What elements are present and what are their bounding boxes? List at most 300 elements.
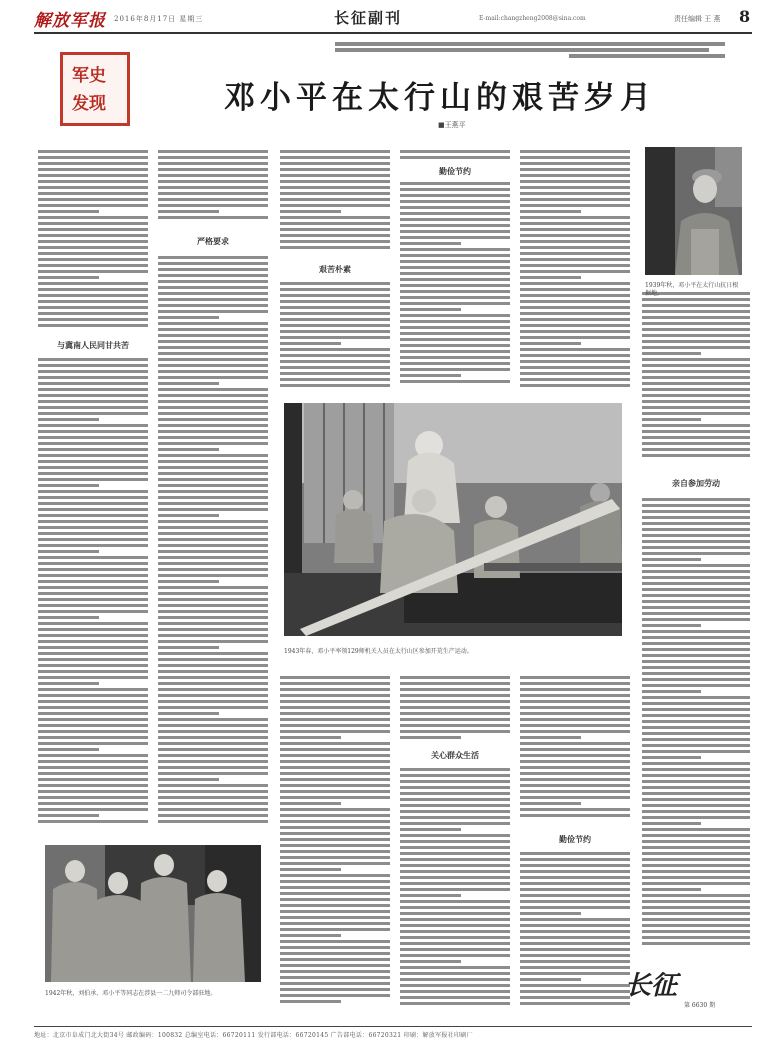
text-line [280, 952, 390, 955]
text-line [158, 730, 268, 733]
text-line [158, 772, 268, 775]
section-title: 长征副刊 [334, 9, 403, 27]
text-line [38, 796, 148, 799]
text-line [520, 912, 581, 915]
text-line [38, 382, 148, 385]
text-line [38, 294, 148, 297]
text-line [280, 970, 390, 973]
group-photo-caption [45, 990, 261, 998]
text-line [280, 198, 390, 201]
text-line [38, 324, 148, 327]
text-line [158, 646, 219, 649]
text-line [642, 424, 750, 427]
text-line [520, 790, 630, 793]
portrait-photo [645, 147, 742, 275]
text-line [520, 276, 581, 279]
text-line [520, 984, 630, 987]
text-line [642, 334, 750, 337]
text-column-3a [280, 150, 390, 256]
text-line [520, 748, 630, 751]
text-line [38, 454, 148, 457]
text-line [158, 814, 268, 817]
text-line [38, 586, 148, 589]
text-line [400, 792, 510, 795]
text-line [158, 604, 268, 607]
subhead-1: 与冀南人民同甘共苦 [57, 340, 129, 350]
text-line [158, 262, 268, 265]
text-line [280, 946, 390, 949]
text-line [158, 328, 268, 331]
text-line [158, 652, 268, 655]
text-line [280, 366, 390, 369]
text-line [642, 352, 701, 355]
text-line [38, 198, 148, 201]
text-line [520, 754, 630, 757]
text-line [520, 772, 630, 775]
center-photo-caption [284, 648, 622, 656]
text-line [520, 924, 630, 927]
text-line [280, 1000, 341, 1003]
text-line [38, 300, 148, 303]
text-line [280, 246, 390, 249]
text-line [642, 774, 750, 777]
text-line [38, 754, 148, 757]
text-line [400, 332, 510, 335]
text-line [520, 706, 630, 709]
text-line [520, 894, 630, 897]
text-line [642, 942, 750, 945]
text-line [400, 888, 510, 891]
text-line [520, 216, 630, 219]
text-line [280, 838, 390, 841]
text-line [158, 406, 268, 409]
text-line [520, 900, 630, 903]
text-line [520, 186, 630, 189]
text-line [642, 600, 750, 603]
text-line [158, 400, 268, 403]
text-line [642, 564, 750, 567]
column-seal [60, 52, 130, 126]
text-line [400, 374, 461, 377]
text-line [400, 718, 510, 721]
text-line [38, 508, 148, 511]
text-line [520, 930, 630, 933]
text-column-3b [280, 282, 390, 390]
text-line [520, 682, 630, 685]
text-line [520, 954, 630, 957]
text-line [38, 162, 148, 165]
text-line [642, 516, 750, 519]
text-line [400, 936, 510, 939]
text-line [280, 282, 390, 285]
text-line [158, 388, 268, 391]
text-line [158, 174, 268, 177]
text-line [280, 826, 390, 829]
text-line [520, 174, 630, 177]
text-line [520, 258, 630, 261]
portrait-caption [645, 282, 742, 298]
text-line [158, 628, 268, 631]
text-line [38, 270, 148, 273]
editor-note [335, 42, 725, 60]
text-line [280, 384, 390, 387]
text-line [38, 766, 148, 769]
text-line [38, 204, 148, 207]
text-line [642, 804, 750, 807]
text-line [520, 882, 630, 885]
text-line [158, 634, 268, 637]
text-line [280, 922, 390, 925]
text-line [520, 694, 630, 697]
text-line [400, 822, 510, 825]
text-line [520, 688, 630, 691]
text-line [38, 790, 148, 793]
text-line [280, 724, 390, 727]
text-line [38, 430, 148, 433]
text-line [280, 676, 390, 679]
text-line [642, 888, 701, 891]
text-column-6a [642, 292, 750, 462]
text-line [642, 370, 750, 373]
signature-note: 第 6630 期 [684, 1002, 716, 1009]
text-line [280, 814, 390, 817]
text-line [642, 588, 750, 591]
text-line [520, 378, 630, 381]
text-line [38, 192, 148, 195]
text-line [38, 400, 148, 403]
text-line [400, 864, 510, 867]
text-line [280, 180, 390, 183]
text-line [400, 846, 510, 849]
text-line [642, 768, 750, 771]
text-line [280, 324, 390, 327]
text-line [642, 388, 750, 391]
subhead-4: 勤俭节约 [439, 166, 471, 176]
text-line [158, 286, 268, 289]
text-line [158, 562, 268, 565]
text-line [38, 264, 148, 267]
text-line [38, 592, 148, 595]
text-line [400, 700, 510, 703]
text-line [642, 726, 750, 729]
text-line [158, 484, 268, 487]
text-line [642, 322, 750, 325]
text-line [642, 816, 750, 819]
text-line [642, 786, 750, 789]
text-line [280, 342, 341, 345]
text-line [400, 368, 510, 371]
text-line [280, 862, 390, 865]
text-line [642, 498, 750, 501]
text-line [158, 334, 268, 337]
text-line [520, 942, 630, 945]
text-line [38, 496, 148, 499]
text-line [38, 598, 148, 601]
text-line [642, 534, 750, 537]
text-line [520, 852, 630, 855]
text-line [38, 210, 99, 213]
text-line [158, 490, 268, 493]
text-line [280, 372, 390, 375]
text-line [280, 958, 390, 961]
text-line [158, 808, 268, 811]
text-line [158, 766, 268, 769]
text-line [158, 210, 219, 213]
text-line [280, 964, 390, 967]
text-line [642, 310, 750, 313]
text-line [520, 210, 581, 213]
text-line [642, 930, 750, 933]
text-line [38, 424, 148, 427]
text-line [520, 784, 630, 787]
text-line [642, 504, 750, 507]
text-line [280, 772, 390, 775]
text-line [642, 828, 750, 831]
text-line [158, 412, 268, 415]
text-column-1b [38, 358, 148, 828]
text-line [280, 706, 390, 709]
text-line [642, 936, 750, 939]
text-line [642, 714, 750, 717]
text-line [400, 302, 510, 305]
text-column-4b [400, 182, 510, 390]
text-line [280, 874, 390, 877]
text-line [38, 550, 99, 553]
text-line [280, 928, 390, 931]
text-line [520, 360, 630, 363]
text-line [642, 780, 750, 783]
text-line [642, 406, 750, 409]
text-line [38, 358, 148, 361]
text-line [642, 358, 750, 361]
text-line [400, 810, 510, 813]
text-line [520, 246, 630, 249]
text-line [38, 646, 148, 649]
text-line [520, 972, 630, 975]
text-line [158, 268, 268, 271]
text-line [400, 188, 510, 191]
text-line [400, 966, 510, 969]
text-line [280, 892, 390, 895]
text-line [520, 712, 630, 715]
text-line [158, 820, 268, 823]
text-line [280, 210, 341, 213]
seal-line-2: 发现 [72, 94, 106, 114]
text-line [38, 234, 148, 237]
text-line [400, 182, 510, 185]
text-line [38, 388, 148, 391]
text-line [38, 724, 148, 727]
group-caption-text: 1942年秋，刘伯承、邓小平等同志在涉县一二九师司令部驻地。 [45, 990, 217, 997]
text-column-4d [400, 768, 510, 1010]
issue-date: 2016年8月17日 星期三 [114, 15, 204, 23]
text-line [280, 378, 390, 381]
text-line [280, 910, 390, 913]
text-line [38, 532, 148, 535]
text-line [400, 894, 461, 897]
text-line [520, 270, 630, 273]
text-line [520, 162, 630, 165]
text-line [158, 748, 268, 751]
text-line [520, 252, 630, 255]
text-line [520, 198, 630, 201]
text-line [38, 610, 148, 613]
text-line [280, 336, 390, 339]
text-line [642, 552, 750, 555]
text-line [642, 738, 750, 741]
text-line [158, 610, 268, 613]
text-line [158, 640, 268, 643]
text-line [400, 206, 510, 209]
text-line [38, 246, 148, 249]
text-line [280, 880, 390, 883]
text-line [280, 850, 390, 853]
text-line [520, 996, 630, 999]
text-line [520, 222, 630, 225]
text-line [642, 528, 750, 531]
text-line [158, 180, 268, 183]
text-line [642, 298, 750, 301]
text-line [280, 784, 390, 787]
text-line [158, 168, 268, 171]
text-line [158, 340, 268, 343]
text-line [400, 786, 510, 789]
text-line [158, 700, 268, 703]
text-line [38, 216, 148, 219]
text-line [642, 558, 701, 561]
text-line [158, 568, 268, 571]
text-line [400, 284, 510, 287]
subhead-6: 关心群众生活 [431, 750, 479, 760]
text-line [520, 300, 630, 303]
text-line [400, 260, 510, 263]
text-line [400, 972, 510, 975]
text-line [280, 234, 390, 237]
text-line [520, 234, 630, 237]
text-line [400, 296, 510, 299]
text-line [280, 700, 390, 703]
text-line [280, 156, 390, 159]
text-line [400, 804, 510, 807]
text-line [158, 448, 219, 451]
text-line [280, 760, 390, 763]
text-line [400, 230, 510, 233]
text-line [158, 742, 268, 745]
text-line [280, 730, 390, 733]
text-line [642, 672, 750, 675]
text-line [158, 712, 219, 715]
text-line [400, 194, 510, 197]
text-line [520, 384, 630, 387]
text-line [158, 304, 268, 307]
text-line [520, 814, 630, 817]
text-line [158, 310, 268, 313]
text-line [158, 718, 268, 721]
text-line [158, 186, 268, 189]
seal-line-1: 军史 [72, 66, 106, 86]
text-column-5 [520, 150, 630, 390]
text-line [38, 460, 148, 463]
text-line [400, 308, 461, 311]
text-line [400, 912, 510, 915]
text-line [280, 712, 390, 715]
text-line [520, 876, 630, 879]
text-line [520, 960, 630, 963]
text-line [520, 330, 630, 333]
text-line [642, 720, 750, 723]
text-line [280, 360, 390, 363]
text-line [280, 736, 341, 739]
text-line [280, 940, 390, 943]
text-line [38, 276, 99, 279]
text-line [642, 400, 750, 403]
text-line [520, 192, 630, 195]
text-line [520, 990, 630, 993]
text-line [642, 744, 750, 747]
text-line [38, 562, 148, 565]
text-line [642, 810, 750, 813]
text-line [158, 622, 268, 625]
text-column-4c [400, 676, 510, 746]
text-line [38, 778, 148, 781]
text-line [400, 706, 510, 709]
text-line [520, 978, 581, 981]
text-line [158, 364, 268, 367]
text-line [280, 766, 390, 769]
text-line [642, 304, 750, 307]
text-line [158, 796, 268, 799]
text-line [158, 592, 268, 595]
text-line [280, 300, 390, 303]
text-line [158, 664, 268, 667]
text-line [400, 320, 510, 323]
text-line [400, 954, 510, 957]
text-line [400, 876, 510, 879]
text-line [400, 380, 510, 383]
text-line [642, 612, 750, 615]
text-line [642, 870, 750, 873]
text-line [158, 316, 219, 319]
text-line [520, 676, 630, 679]
text-line [158, 370, 268, 373]
text-line [38, 574, 148, 577]
text-line [158, 274, 268, 277]
text-line [520, 318, 630, 321]
text-line [400, 960, 461, 963]
text-line [520, 156, 630, 159]
text-line [158, 616, 268, 619]
text-line [38, 174, 148, 177]
text-line [400, 218, 510, 221]
text-line [280, 742, 390, 745]
text-line [280, 718, 390, 721]
text-line [38, 448, 148, 451]
text-line [400, 236, 510, 239]
text-line [38, 652, 148, 655]
text-line [38, 376, 148, 379]
text-line [642, 624, 701, 627]
text-line [400, 858, 510, 861]
text-line [642, 316, 750, 319]
text-line [158, 346, 268, 349]
text-line [158, 586, 268, 589]
text-line [400, 834, 510, 837]
text-line [400, 242, 461, 245]
text-line [642, 660, 750, 663]
text-line [158, 430, 268, 433]
text-line [280, 802, 341, 805]
text-line [520, 936, 630, 939]
